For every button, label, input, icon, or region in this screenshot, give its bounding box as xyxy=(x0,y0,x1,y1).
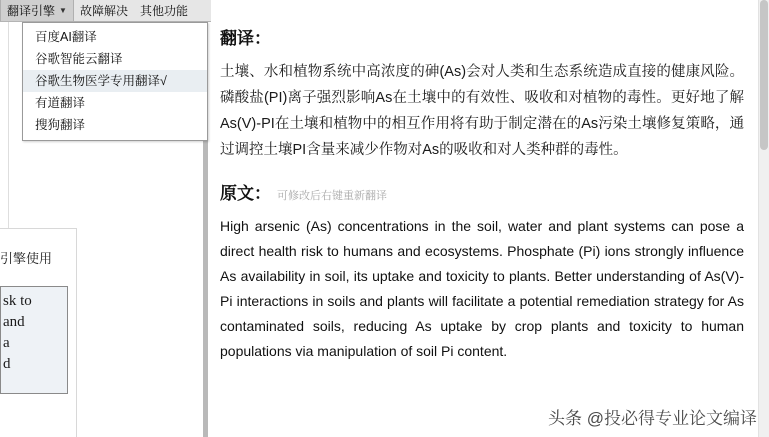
translation-result-content xyxy=(208,0,756,437)
quote-line: and xyxy=(3,314,25,330)
dropdown-item-google-biomedical[interactable]: 谷歌生物医学专用翻译√ xyxy=(23,70,207,92)
left-quote-box xyxy=(0,286,68,394)
menu-other-features-label: 其他功能 xyxy=(139,4,188,18)
dropdown-item-baidu[interactable]: 百度AI翻译 xyxy=(35,30,97,44)
translation-title-text: 翻译： xyxy=(220,29,271,48)
scrollbar-thumb[interactable] xyxy=(760,0,768,150)
translate-engine-dropdown[interactable] xyxy=(22,22,208,141)
left-panel-text: 引擎使用 xyxy=(0,251,53,266)
original-title-text: 原文： xyxy=(220,184,271,203)
translation-result-pane xyxy=(208,0,769,437)
original-edit-hint: 可修改后右键重新翻译 xyxy=(277,190,387,202)
quote-line: a xyxy=(3,335,10,351)
menu-translate-engine-label: 翻译引擎 xyxy=(7,4,56,18)
chevron-down-icon: ▼ xyxy=(59,5,67,15)
menu-troubleshoot[interactable] xyxy=(74,0,134,21)
translation-section-title xyxy=(220,24,744,49)
menu-bar xyxy=(0,0,211,22)
vertical-scrollbar[interactable] xyxy=(758,0,769,437)
menu-troubleshoot-label: 故障解决 xyxy=(79,4,128,18)
quote-line: d xyxy=(3,356,11,372)
dropdown-item-youdao[interactable]: 有道翻译 xyxy=(35,96,86,110)
dropdown-item-google-cloud[interactable]: 谷歌智能云翻译 xyxy=(35,52,123,66)
quote-line: sk to xyxy=(3,293,32,309)
watermark-text: 头条 @投必得专业论文编译 xyxy=(548,409,757,428)
translation-body-text[interactable]: 土壤、水和植物系统中高浓度的砷(As)会对人类和生态系统造成直接的健康风险。磷酸盐(PI)离子强烈影响As在土壤中的有效性、吸收和对植物的毒性。更好地了解As(V)-PI在土壤和植物中的相互作用将有助于制定潜在的As污染土壤修复策略，通过调控土壤PI含量来减少作物对As的吸收和对人类种群的毒性。 xyxy=(220,64,744,158)
original-body-text[interactable]: High arsenic (As) concentrations in the soil, water and plant systems can pose a direct health risk to humans and ecosystems. Phosphate (Pi) ions strongly influence As availability in soil, its uptake and toxicity to plants. Better understanding of As(V)-Pi interactions in soils and plants will facilitate a potential remediation strategy for As contaminated soils, reducing As uptake by crop plants and toxicity to human populations via manipulation of soil Pi content. xyxy=(220,218,744,359)
menu-translate-engine[interactable] xyxy=(0,0,74,21)
original-section-title xyxy=(220,179,744,204)
menu-other-features[interactable] xyxy=(134,0,194,21)
dropdown-item-sogou[interactable]: 搜狗翻译 xyxy=(35,118,86,132)
